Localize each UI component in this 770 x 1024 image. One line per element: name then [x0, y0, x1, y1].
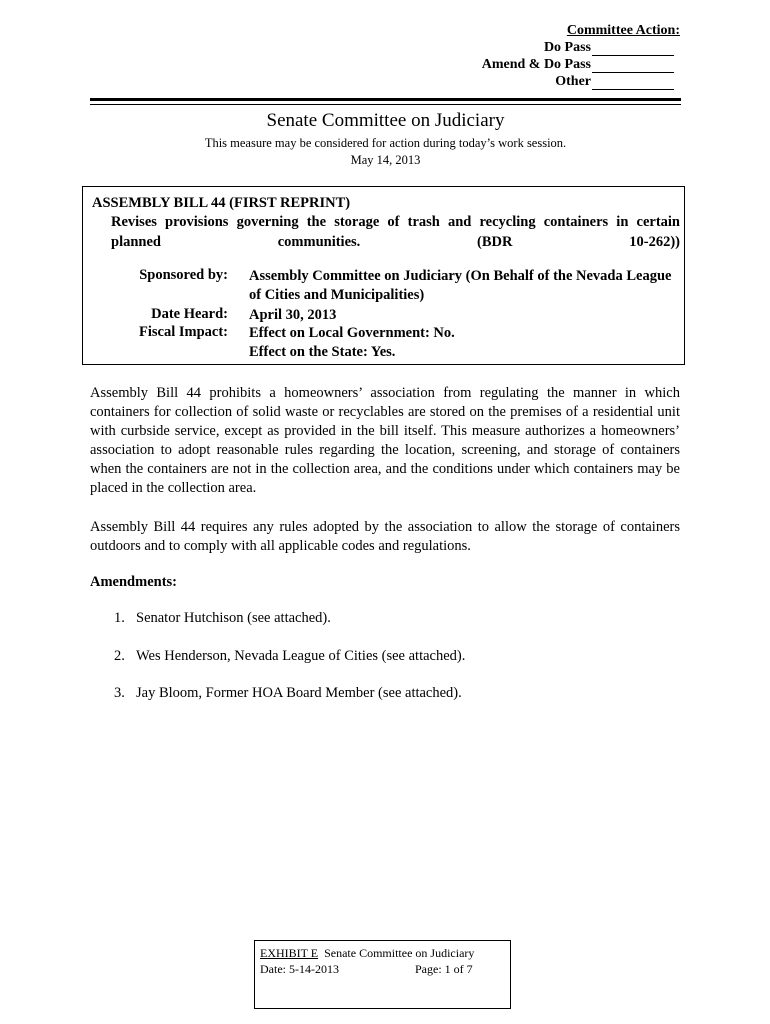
date-heard-label: Date Heard:	[151, 306, 228, 322]
work-session-notice: This measure may be considered for action during today’s work session.	[204, 136, 567, 150]
exhibit-date: Date: 5-14-2013	[260, 962, 339, 976]
amendment-item	[114, 648, 465, 665]
amendment-text: Jay Bloom, Former HOA Board Member (see attached).	[136, 685, 462, 701]
exhibit-line-1	[260, 946, 474, 961]
do-pass-option	[544, 40, 674, 56]
exhibit-committee: Senate Committee on Judiciary	[324, 946, 475, 960]
amendment-text: Wes Henderson, Nevada League of Cities (see attached).	[136, 648, 466, 664]
sponsored-label: Sponsored by:	[139, 267, 228, 283]
bill-description: Revises provisions governing the storage of trash and recycling containers in certain planned communities. (BDR 10-262))	[111, 214, 680, 250]
bill-summary-box	[82, 186, 685, 365]
amendment-text: Senator Hutchison (see attached).	[136, 610, 331, 626]
fiscal-state-value: Effect on the State: Yes.	[249, 344, 396, 360]
header-rule-thin	[90, 104, 681, 105]
amendment-number: 3.	[114, 685, 125, 701]
do-pass-blank	[592, 43, 674, 56]
fiscal-local-value: Effect on Local Government: No.	[249, 325, 455, 341]
sponsored-value: Assembly Committee on Judiciary (On Behalf of the Nevada League of Cities and Municipalities)	[249, 268, 672, 303]
amendments-heading: Amendments:	[90, 574, 177, 590]
amendment-number: 2.	[114, 648, 125, 664]
fiscal-impact-label: Fiscal Impact:	[139, 324, 228, 340]
committee-title: Senate Committee on Judiciary	[266, 110, 505, 131]
bill-id: ASSEMBLY BILL 44 (FIRST REPRINT)	[92, 195, 351, 211]
summary-paragraph-1: Assembly Bill 44 prohibits a homeowners’ association from regulating the manner in which containers for collection of solid waste or recyclables are stored on the premises of a residential unit with curbside service, except as provided in the bill itself. This measure authorizes a homeowners’ association to adopt reasonable rules regarding the location, screening, and storage of containers when the containers are not in the collection area, and the conditions under which containers may be placed in the collection area.	[90, 385, 680, 496]
amendment-item	[114, 685, 462, 702]
summary-paragraph-2: Assembly Bill 44 requires any rules adopted by the association to allow the storage of containers outdoors and to comply with all applicable codes and regulations.	[90, 519, 680, 554]
other-option	[555, 74, 674, 90]
amend-do-pass-label: Amend & Do Pass	[481, 57, 591, 72]
other-blank	[592, 77, 674, 90]
committee-action-title: Committee Action:	[566, 23, 680, 38]
other-label: Other	[555, 74, 591, 89]
amendment-item	[114, 610, 331, 627]
exhibit-page: Page: 1 of 7	[415, 962, 473, 976]
amendment-number: 1.	[114, 610, 125, 626]
exhibit-box	[254, 940, 511, 1009]
date-heard-value: April 30, 2013	[249, 307, 337, 323]
amend-do-pass-option	[482, 57, 674, 73]
do-pass-label: Do Pass	[543, 40, 591, 55]
exhibit-label: EXHIBIT E	[260, 946, 319, 960]
amend-do-pass-blank	[592, 60, 674, 73]
session-date: May 14, 2013	[350, 153, 421, 167]
header-rule-thick	[90, 98, 681, 101]
